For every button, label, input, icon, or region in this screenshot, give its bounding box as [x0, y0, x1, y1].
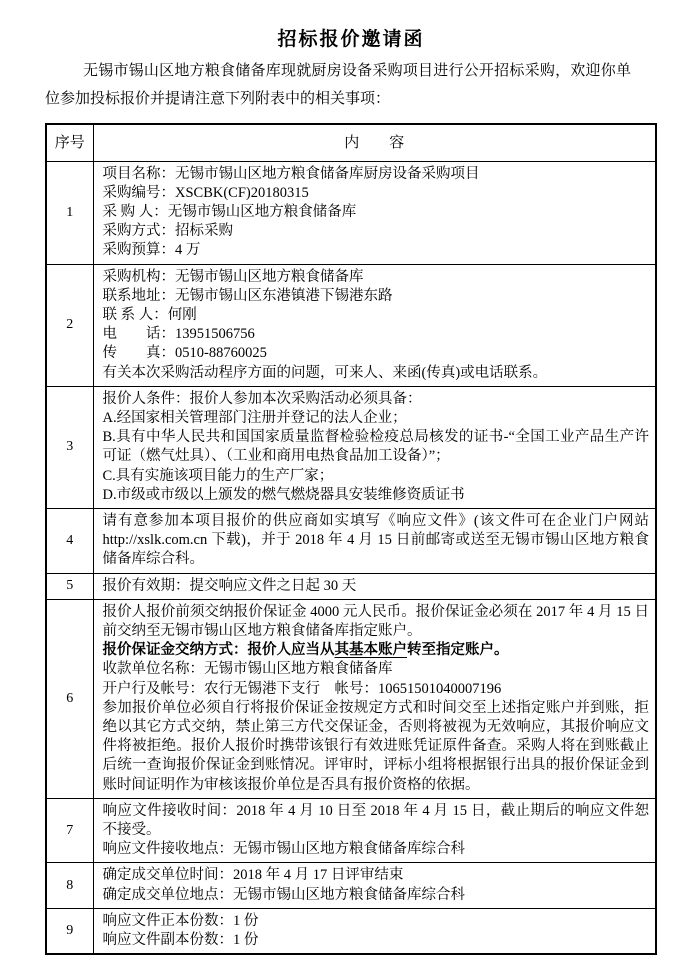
- content-line: 响应文件正本份数：1 份: [102, 912, 259, 929]
- content-line: B.具有中华人民共和国国家质量监督检验检疫总局核发的证书-“全国工业产品生产许可证（燃气灶具）、（工业和商用电热食品加工设备）”；: [102, 429, 649, 465]
- underlined-text: 其基本账户: [334, 642, 407, 659]
- content-line: C.具有实施该项目能力的生产厂家；: [102, 467, 334, 484]
- table-row: [46, 161, 656, 264]
- content-line: 采购机构：无锡市锡山区地方粮食储备库: [102, 268, 364, 285]
- content-line: A.经国家相关管理部门注册并登记的法人企业；: [102, 409, 407, 426]
- row-serial-number: 1: [46, 161, 93, 264]
- content-line: 采购方式：招标采购: [102, 223, 233, 240]
- table-body: [46, 161, 656, 954]
- content-line: 收款单位名称：无锡市锡山区地方粮食储备库: [102, 661, 393, 678]
- content-line: 响应文件副本份数：1 份: [102, 932, 259, 949]
- content-line: D.市级或市级以上颁发的燃气燃烧器具安装维修资质证书: [102, 486, 465, 503]
- table-row: [46, 508, 656, 573]
- content-line: 报价人条件：报价人参加本次采购活动必须具备：: [102, 390, 422, 407]
- row-serial-number: 2: [46, 264, 93, 386]
- content-line: 确定成交单位时间：2018 年 4 月 17 日评审结束: [102, 867, 404, 884]
- content-line: 联系地址：无锡市锡山区东港镇港下锡港东路: [102, 287, 393, 304]
- content-line: 采购编号：XSCBK(CF)20180315: [102, 184, 309, 201]
- row-content-cell: [93, 508, 656, 573]
- content-line: [103, 641, 650, 660]
- content-line: 响应文件接收时间：2018 年 4 月 10 日至 2018 年 4 月 15 日，截止期后的响应文件恕不接受。: [102, 802, 649, 838]
- content-line: 传 真：0510-88760025: [102, 345, 267, 362]
- row-serial-number: 8: [46, 863, 93, 908]
- content-line: 采购预算：4 万: [102, 242, 201, 259]
- row-content-cell: [93, 386, 656, 508]
- row-serial-number: 3: [46, 386, 93, 508]
- content-line: 项目名称：无锡市锡山区地方粮食储备库厨房设备采购项目: [102, 165, 480, 182]
- row-content-cell: [93, 908, 656, 954]
- header-content: 内 容: [93, 124, 656, 161]
- content-line: 请有意参加本项目报价的供应商如实填写《响应文件》(该文件可在企业门户网站 http://xslk.com.cn 下载)，并于 2018 年 4 月 15 日前邮寄或送至无锡市锡山区地方粮食储备库综合科。: [102, 512, 653, 568]
- content-line: 开户行及帐号：农行无锡港下支行 帐号：10651501040007196: [102, 680, 502, 697]
- content-line: 电 话：13951506756: [102, 326, 255, 343]
- row-serial-number: 5: [46, 573, 93, 599]
- row-serial-number: 6: [46, 599, 93, 798]
- text-segment: 报价保证金交纳方式：报价人应当从: [102, 642, 335, 659]
- row-content-cell: [93, 798, 656, 863]
- content-line: 报价人报价前须交纳报价保证金 4000 元人民币。报价保证金必须在 2017 年 4 月 15 日前交纳至无锡市锡山区地方粮食储备库指定账户。: [102, 603, 649, 639]
- row-content-cell: [93, 863, 656, 908]
- row-content-cell: [93, 573, 656, 599]
- row-serial-number: 4: [46, 508, 93, 573]
- row-serial-number: 9: [46, 908, 93, 954]
- table-row: [46, 573, 656, 599]
- table-row: [46, 599, 656, 798]
- document-title: 招标报价邀请函: [277, 29, 425, 50]
- content-line: 联 系 人：何刚: [102, 306, 197, 323]
- content-line: 参加报价单位必须自行将报价保证金按规定方式和时间交至上述指定账户并到账，拒绝以其它方式交纳，禁止第三方代交保证金，否则将被视为无效响应，其报价响应文件将被拒绝。报价人报价时携带该银行有效进账凭证原件备查。采购人将在到账截止后统一查询报价保证金到账情况。评审时，评标小组将根据银行出具的报价保证金到账时间证明作为审核该报价单位是否具有报价资格的依据。: [102, 699, 649, 793]
- content-line: 采 购 人：无锡市锡山区地方粮食储备库: [102, 203, 357, 220]
- table-row: [46, 386, 656, 508]
- row-serial-number: 7: [46, 798, 93, 863]
- text-segment: 转至指定账户。: [407, 642, 509, 659]
- content-line: 有关本次采购活动程序方面的问题，可来人、来函(传真)或电话联系。: [102, 364, 548, 381]
- content-line: 响应文件接收地点：无锡市锡山区地方粮食储备库综合科: [102, 841, 465, 858]
- content-line: 报价有效期：提交响应文件之日起 30 天: [102, 577, 357, 594]
- header-serial-number: 序号: [46, 124, 93, 161]
- table-header: [46, 124, 656, 161]
- table-row: [46, 798, 656, 863]
- content-line: 确定成交单位地点：无锡市锡山区地方粮食储备库综合科: [102, 886, 465, 903]
- row-content-cell: [93, 264, 656, 386]
- table-row: [46, 264, 656, 386]
- row-content-cell: [93, 161, 656, 264]
- intro-paragraph: 无锡市锡山区地方粮食储备库现就厨房设备采购项目进行公开招标采购，欢迎你单位参加投标报价并提请注意下列附表中的相关事项：: [45, 63, 631, 107]
- table-row: [46, 863, 656, 908]
- notice-table: [45, 123, 657, 955]
- row-content-cell: [93, 599, 656, 798]
- table-row: [46, 908, 656, 954]
